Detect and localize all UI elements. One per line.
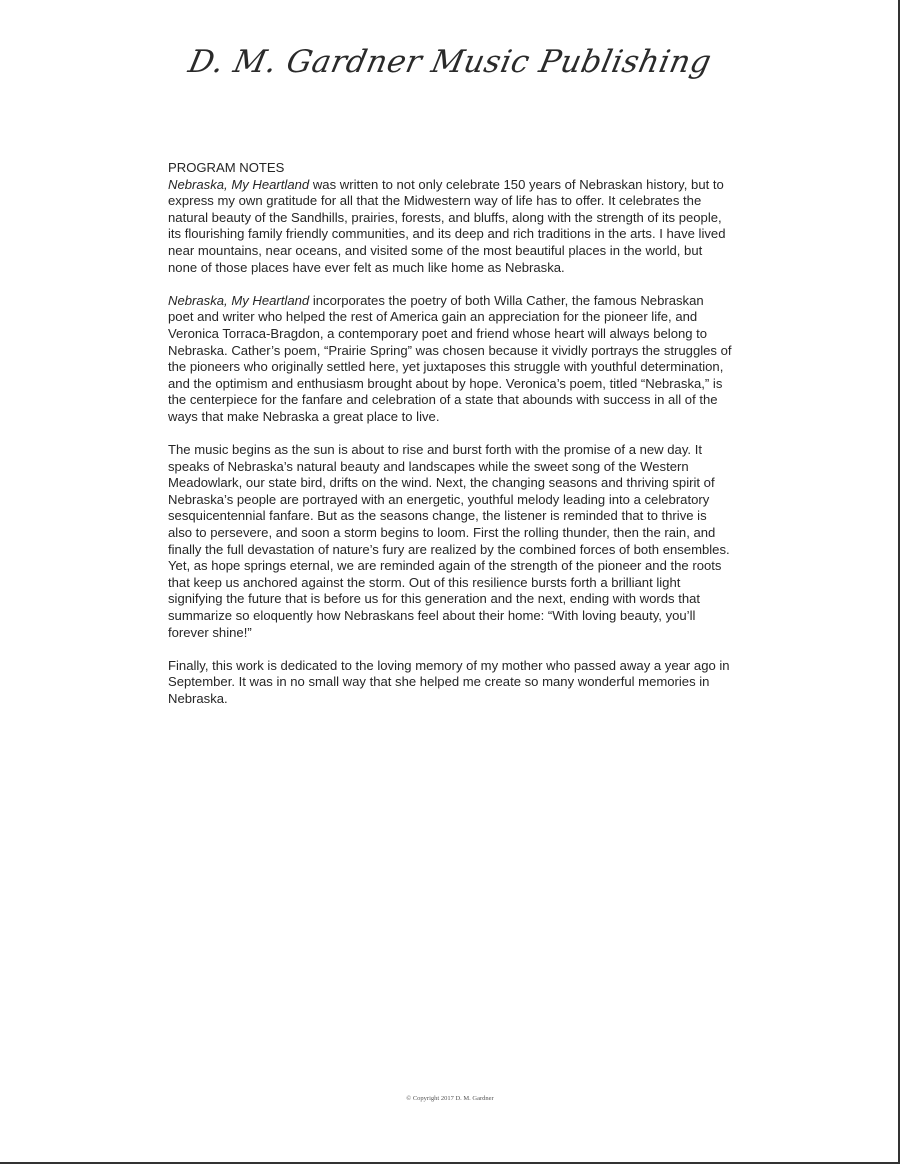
work-title: Nebraska, My Heartland [168,176,310,192]
paragraph-intro-text: was written to not only celebrate 150 years of Nebraskan history, but to express my own gratitude for all that the Midwestern way of life has to offer. It celebrates the natural beauty of the Sandhills, prairies, forests, and bluffs, along with the strength of its people, its flourishing family friendly communities, and its deep and rich traditions in the arts. I have lived near mountains, near oceans, and visited some of the most beautiful places in the world, but none of those places have ever felt as much like home as Nebraska. [168,176,726,275]
program-notes [168,160,732,724]
paragraph-poetry-text: incorporates the poetry of both Willa Cather, the famous Nebraskan poet and writer who helped the rest of America gain an appreciation for the pioneer life, and Veronica Torraca-Bragdon, a contemporary poet and friend whose heart will always belong to Nebraska. Cather’s poem, “Prairie Spring” was chosen because it vividly portrays the struggles of the pioneers who originally settled here, yet juxtaposes this struggle with youthful determination, and the optimism and enthusiasm brought about by hope. Veronica’s poem, titled “Nebraska,” is the centerpiece for the fanfare and celebration of a state that abounds with success in all of the ways that make Nebraska a great place to live. [168,292,732,424]
paragraph-music: The music begins as the sun is about to rise and burst forth with the promise of a new day. It speaks of Nebraska’s natural beauty and landscapes while the sweet song of the Western Meadowlark, our state bird, drifts on the wind. Next, the changing seasons and thriving spirit of Nebraska’s people are portrayed with an energetic, youthful melody leading into a celebratory sesquicentennial fanfare. But as the seasons change, the listener is reminded that to thrive is also to persevere, and soon a storm begins to loom. First the rolling thunder, then the rain, and finally the full devastation of nature’s fury are realized by the combined forces of both ensembles. Yet, as hope springs eternal, we are reminded again of the strength of the pioneer and the roots that keep us anchored against the storm. Out of this resilience bursts forth a brilliant light signifying the future that is before us for this generation and the next, ending with words that summarize so eloquently how Nebraskans feel about their home: “With loving beauty, you’ll forever shine!” [168,442,730,640]
publisher-logo: D. M. Gardner Music Publishing [185,44,715,80]
paragraph-dedication: Finally, this work is dedicated to the loving memory of my mother who passed away a year ago in September. It was in no small way that she helped me create so many wonderful memories in Nebraska. [168,657,730,706]
paragraph-intro [168,177,732,277]
work-title: Nebraska, My Heartland [168,292,310,308]
copyright-footer: © Copyright 2017 D. M. Gardner [406,1095,494,1102]
paragraph-poetry [168,293,732,426]
program-notes-heading: PROGRAM NOTES [168,160,285,175]
